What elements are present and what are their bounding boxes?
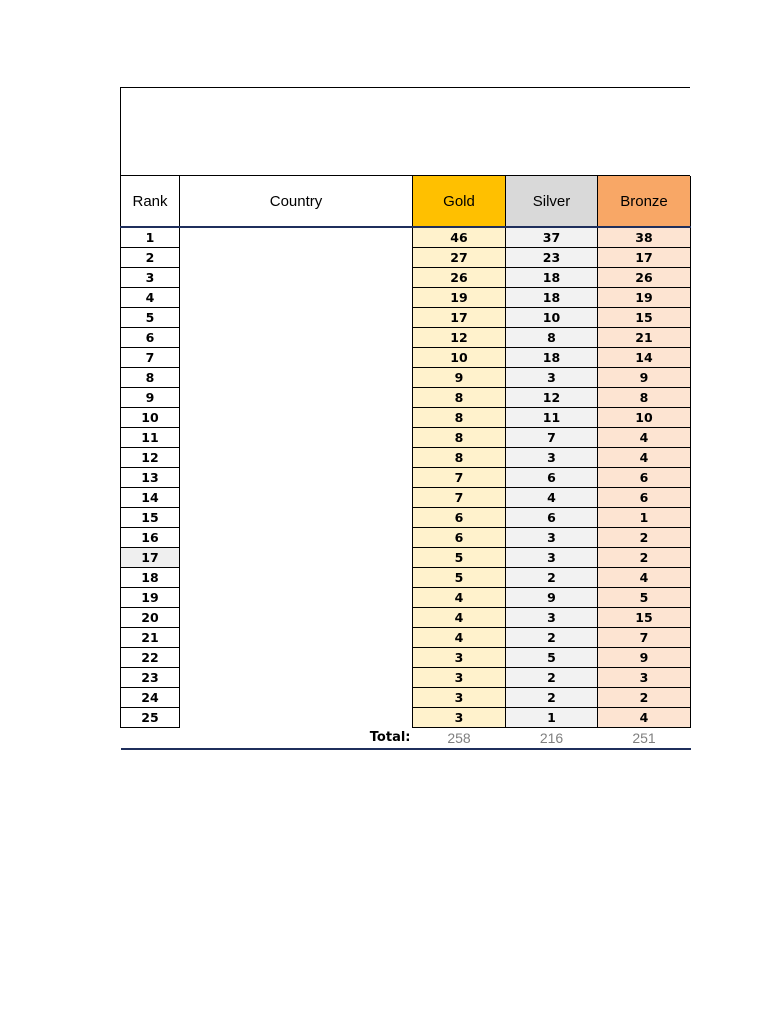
- table-row: [121, 508, 691, 528]
- bronze-cell[interactable]: 21: [598, 328, 691, 348]
- rank-cell[interactable]: 14: [121, 488, 180, 508]
- country-cell[interactable]: [180, 488, 413, 508]
- rank-cell[interactable]: 25: [121, 708, 180, 728]
- rank-cell[interactable]: 20: [121, 608, 180, 628]
- silver-cell[interactable]: 3: [506, 368, 598, 388]
- country-cell[interactable]: [180, 548, 413, 568]
- medal-table-footer: [121, 728, 691, 750]
- gold-cell[interactable]: 6: [413, 528, 506, 548]
- gold-cell[interactable]: 4: [413, 628, 506, 648]
- table-row: [121, 348, 691, 368]
- bronze-cell[interactable]: 10: [598, 408, 691, 428]
- totals-label: Total:: [180, 728, 413, 750]
- bronze-cell[interactable]: 4: [598, 428, 691, 448]
- gold-cell[interactable]: 8: [413, 388, 506, 408]
- bronze-cell[interactable]: 4: [598, 448, 691, 468]
- bronze-cell[interactable]: 9: [598, 368, 691, 388]
- silver-cell[interactable]: 18: [506, 288, 598, 308]
- header-row: [121, 176, 691, 227]
- country-cell[interactable]: [180, 428, 413, 448]
- table-row: [121, 368, 691, 388]
- bronze-cell[interactable]: 4: [598, 708, 691, 728]
- rank-cell[interactable]: 7: [121, 348, 180, 368]
- silver-cell[interactable]: 6: [506, 468, 598, 488]
- bronze-cell[interactable]: 6: [598, 488, 691, 508]
- silver-cell[interactable]: 10: [506, 308, 598, 328]
- country-cell[interactable]: [180, 468, 413, 488]
- bronze-cell[interactable]: 15: [598, 308, 691, 328]
- table-row: [121, 448, 691, 468]
- bronze-cell[interactable]: 14: [598, 348, 691, 368]
- bronze-cell[interactable]: 2: [598, 688, 691, 708]
- rank-cell[interactable]: 1: [121, 227, 180, 248]
- medal-table-body: [121, 227, 691, 728]
- gold-cell[interactable]: 7: [413, 468, 506, 488]
- country-cell[interactable]: [180, 448, 413, 468]
- rank-cell[interactable]: 17: [121, 548, 180, 568]
- table-row: [121, 648, 691, 668]
- silver-cell[interactable]: 23: [506, 248, 598, 268]
- silver-cell[interactable]: 1: [506, 708, 598, 728]
- gold-cell[interactable]: 7: [413, 488, 506, 508]
- table-row: [121, 468, 691, 488]
- table-row: [121, 588, 691, 608]
- rank-cell[interactable]: 9: [121, 388, 180, 408]
- country-cell[interactable]: [180, 608, 413, 628]
- table-row: [121, 528, 691, 548]
- table-row: [121, 408, 691, 428]
- bronze-cell[interactable]: 4: [598, 568, 691, 588]
- table-row: [121, 428, 691, 448]
- bronze-cell[interactable]: 5: [598, 588, 691, 608]
- country-cell[interactable]: [180, 388, 413, 408]
- header-gold: Gold: [413, 176, 506, 227]
- gold-cell[interactable]: 5: [413, 568, 506, 588]
- country-cell[interactable]: [180, 508, 413, 528]
- gold-cell[interactable]: 5: [413, 548, 506, 568]
- silver-cell[interactable]: 18: [506, 268, 598, 288]
- gold-cell[interactable]: 17: [413, 308, 506, 328]
- bronze-cell[interactable]: 6: [598, 468, 691, 488]
- table-row: [121, 628, 691, 648]
- silver-cell[interactable]: 2: [506, 688, 598, 708]
- country-cell[interactable]: [180, 668, 413, 688]
- table-row: [121, 248, 691, 268]
- gold-cell[interactable]: 3: [413, 668, 506, 688]
- silver-cell[interactable]: 9: [506, 588, 598, 608]
- country-cell[interactable]: [180, 248, 413, 268]
- rank-cell[interactable]: 24: [121, 688, 180, 708]
- bronze-cell[interactable]: 26: [598, 268, 691, 288]
- gold-cell[interactable]: 46: [413, 227, 506, 248]
- country-cell[interactable]: [180, 227, 413, 248]
- medal-table-sheet: [120, 87, 690, 750]
- gold-cell[interactable]: 3: [413, 688, 506, 708]
- silver-cell[interactable]: 3: [506, 448, 598, 468]
- gold-cell[interactable]: 19: [413, 288, 506, 308]
- rank-cell[interactable]: 18: [121, 568, 180, 588]
- rank-cell[interactable]: 13: [121, 468, 180, 488]
- rank-cell[interactable]: 8: [121, 368, 180, 388]
- gold-cell[interactable]: 4: [413, 588, 506, 608]
- medal-table-header: [121, 176, 691, 227]
- rank-cell[interactable]: 2: [121, 248, 180, 268]
- gold-cell[interactable]: 4: [413, 608, 506, 628]
- country-cell[interactable]: [180, 588, 413, 608]
- country-cell[interactable]: [180, 268, 413, 288]
- gold-cell[interactable]: 3: [413, 708, 506, 728]
- totals-row: [121, 728, 691, 750]
- table-row: [121, 227, 691, 248]
- bronze-cell[interactable]: 7: [598, 628, 691, 648]
- table-row: [121, 388, 691, 408]
- country-cell[interactable]: [180, 648, 413, 668]
- silver-cell[interactable]: 3: [506, 608, 598, 628]
- country-cell[interactable]: [180, 308, 413, 328]
- gold-cell[interactable]: 27: [413, 248, 506, 268]
- silver-cell[interactable]: 3: [506, 548, 598, 568]
- country-cell[interactable]: [180, 288, 413, 308]
- gold-cell[interactable]: 6: [413, 508, 506, 528]
- bronze-cell[interactable]: 17: [598, 248, 691, 268]
- silver-cell[interactable]: 2: [506, 628, 598, 648]
- country-cell[interactable]: [180, 708, 413, 728]
- medal-table: [120, 176, 691, 750]
- country-cell[interactable]: [180, 348, 413, 368]
- header-rank: Rank: [121, 176, 180, 227]
- rank-cell[interactable]: 10: [121, 408, 180, 428]
- gold-cell[interactable]: 9: [413, 368, 506, 388]
- header-country: Country: [180, 176, 413, 227]
- table-row: [121, 288, 691, 308]
- rank-cell[interactable]: 22: [121, 648, 180, 668]
- country-cell[interactable]: [180, 328, 413, 348]
- country-cell[interactable]: [180, 688, 413, 708]
- silver-cell[interactable]: 18: [506, 348, 598, 368]
- table-row: [121, 268, 691, 288]
- title-area: [120, 87, 690, 176]
- country-cell[interactable]: [180, 408, 413, 428]
- silver-cell[interactable]: 37: [506, 227, 598, 248]
- silver-cell[interactable]: 7: [506, 428, 598, 448]
- table-row: [121, 688, 691, 708]
- bronze-cell[interactable]: 15: [598, 608, 691, 628]
- silver-cell[interactable]: 2: [506, 568, 598, 588]
- rank-cell[interactable]: 3: [121, 268, 180, 288]
- gold-cell[interactable]: 3: [413, 648, 506, 668]
- rank-cell[interactable]: 15: [121, 508, 180, 528]
- bronze-cell[interactable]: 38: [598, 227, 691, 248]
- table-row: [121, 328, 691, 348]
- gold-cell[interactable]: 26: [413, 268, 506, 288]
- total-bronze: 251: [598, 728, 691, 750]
- rank-cell[interactable]: 21: [121, 628, 180, 648]
- rank-cell[interactable]: 6: [121, 328, 180, 348]
- table-row: [121, 708, 691, 728]
- table-row: [121, 608, 691, 628]
- silver-cell[interactable]: 2: [506, 668, 598, 688]
- rank-cell[interactable]: 12: [121, 448, 180, 468]
- bronze-cell[interactable]: 2: [598, 548, 691, 568]
- silver-cell[interactable]: 8: [506, 328, 598, 348]
- table-row: [121, 668, 691, 688]
- gold-cell[interactable]: 8: [413, 428, 506, 448]
- gold-cell[interactable]: 8: [413, 408, 506, 428]
- table-row: [121, 488, 691, 508]
- silver-cell[interactable]: 11: [506, 408, 598, 428]
- bronze-cell[interactable]: 19: [598, 288, 691, 308]
- rank-cell[interactable]: 23: [121, 668, 180, 688]
- silver-cell[interactable]: 5: [506, 648, 598, 668]
- total-silver: 216: [506, 728, 598, 750]
- gold-cell[interactable]: 10: [413, 348, 506, 368]
- rank-cell[interactable]: 11: [121, 428, 180, 448]
- rank-cell[interactable]: 19: [121, 588, 180, 608]
- table-row: [121, 548, 691, 568]
- silver-cell[interactable]: 4: [506, 488, 598, 508]
- table-row: [121, 308, 691, 328]
- bronze-cell[interactable]: 3: [598, 668, 691, 688]
- header-silver: Silver: [506, 176, 598, 227]
- silver-cell[interactable]: 6: [506, 508, 598, 528]
- total-gold: 258: [413, 728, 506, 750]
- bronze-cell[interactable]: 2: [598, 528, 691, 548]
- totals-spacer: [121, 728, 180, 750]
- country-cell[interactable]: [180, 368, 413, 388]
- header-bronze: Bronze: [598, 176, 691, 227]
- bronze-cell[interactable]: 1: [598, 508, 691, 528]
- rank-cell[interactable]: 5: [121, 308, 180, 328]
- rank-cell[interactable]: 4: [121, 288, 180, 308]
- country-cell[interactable]: [180, 628, 413, 648]
- gold-cell[interactable]: 12: [413, 328, 506, 348]
- silver-cell[interactable]: 3: [506, 528, 598, 548]
- table-row: [121, 568, 691, 588]
- country-cell[interactable]: [180, 568, 413, 588]
- silver-cell[interactable]: 12: [506, 388, 598, 408]
- country-cell[interactable]: [180, 528, 413, 548]
- bronze-cell[interactable]: 9: [598, 648, 691, 668]
- gold-cell[interactable]: 8: [413, 448, 506, 468]
- rank-cell[interactable]: 16: [121, 528, 180, 548]
- bronze-cell[interactable]: 8: [598, 388, 691, 408]
